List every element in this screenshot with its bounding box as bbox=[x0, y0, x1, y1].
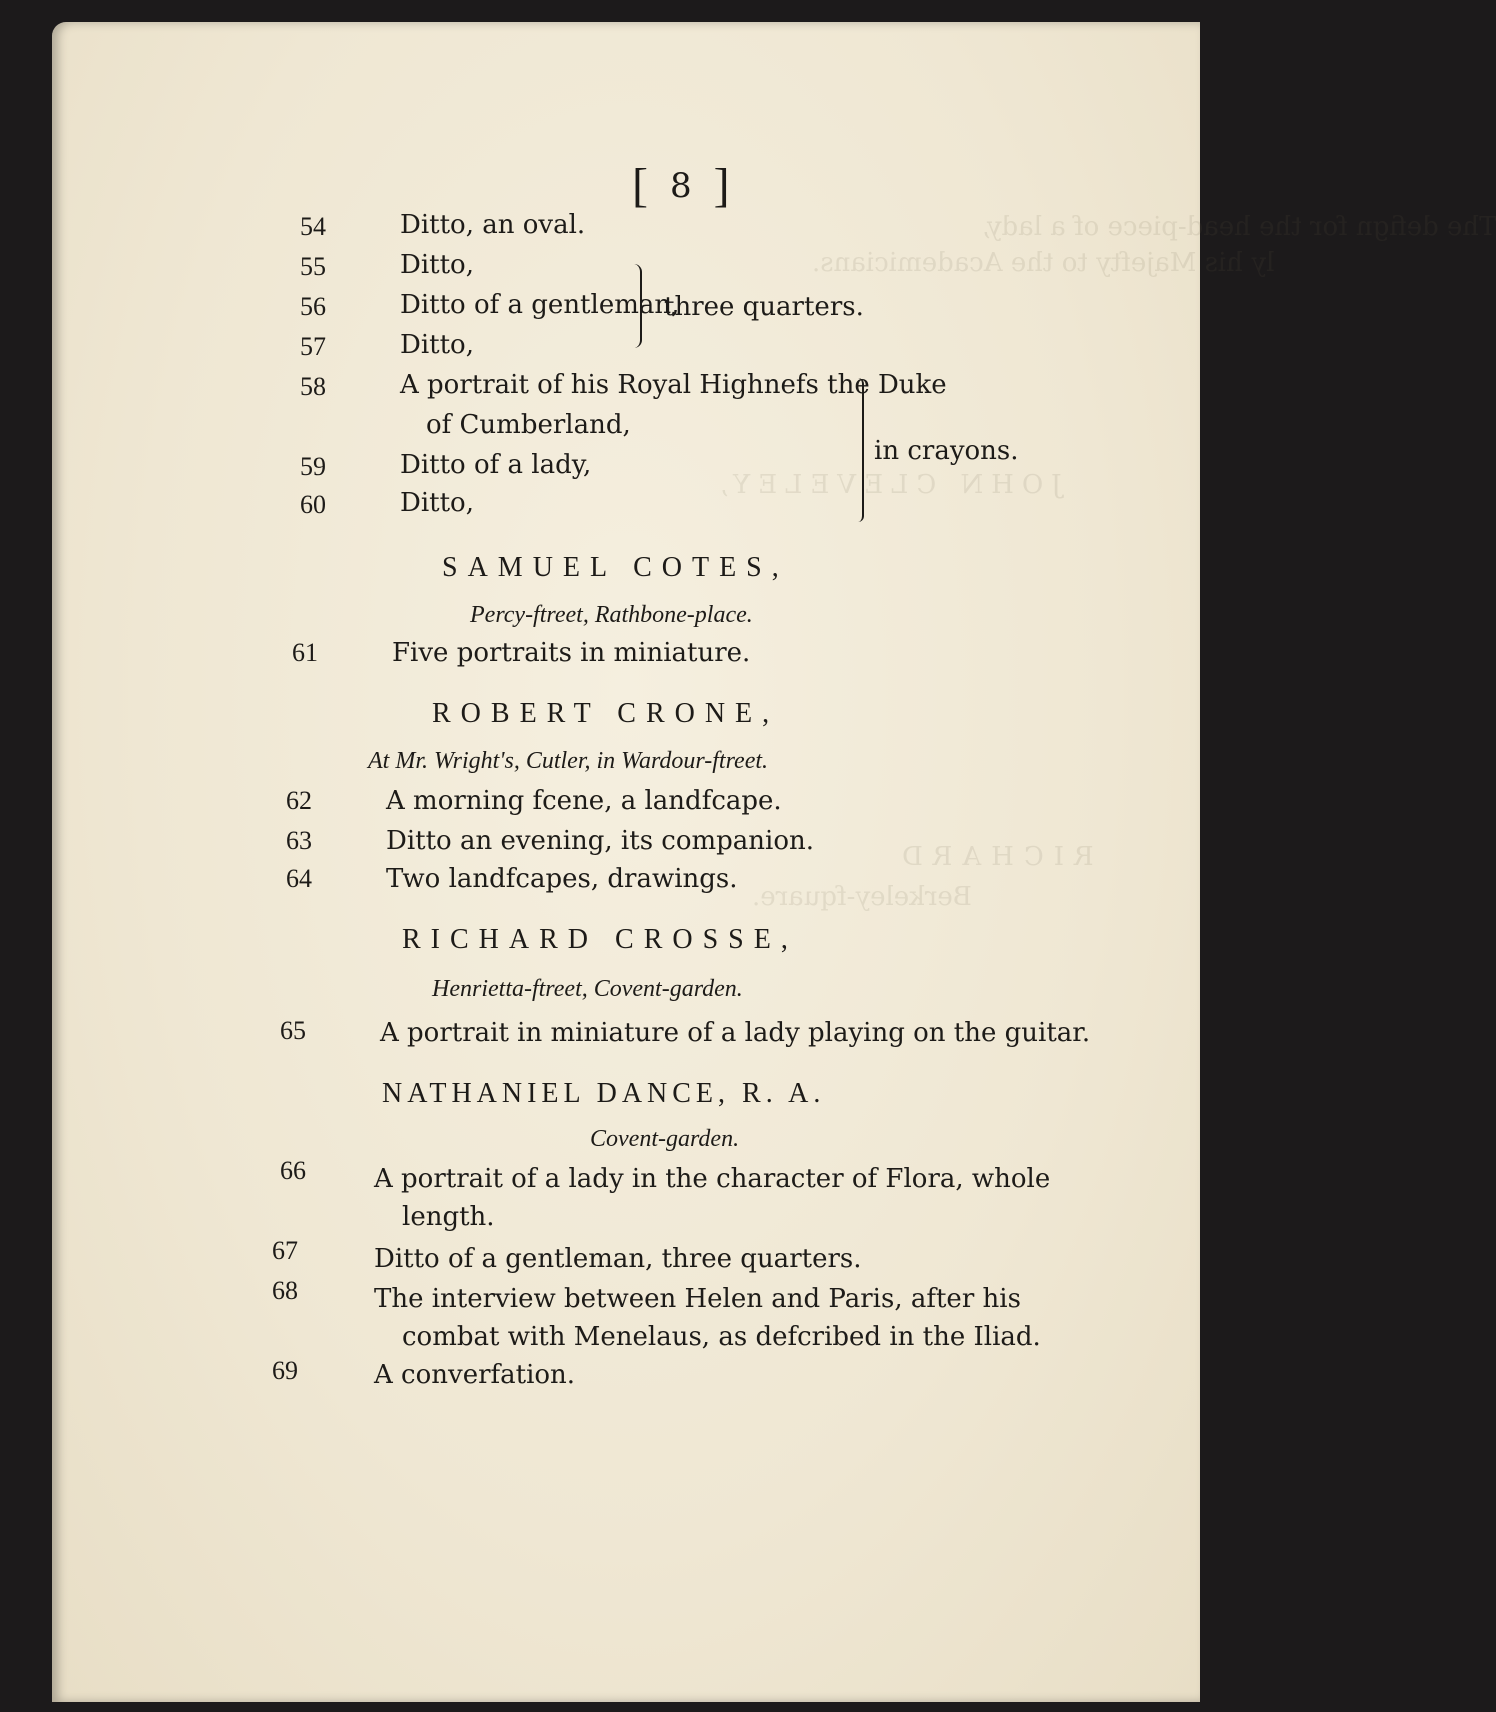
page-number: [ 8 ] bbox=[632, 159, 730, 212]
artist-address: Henrietta-ftreet, Covent-garden. bbox=[432, 976, 743, 1002]
entry-text: The interview between Helen and Paris, after his bbox=[374, 1284, 1021, 1314]
bleed-through-text: The defign for the head-piece of a lady, bbox=[982, 212, 1496, 242]
entry-text: A portrait of a lady in the character of Flora, whole bbox=[374, 1164, 1051, 1194]
artist-address: At Mr. Wright's, Cutler, in Wardour-ftreet. bbox=[368, 748, 769, 774]
artist-name: ROBERT CRONE, bbox=[432, 698, 780, 729]
bleed-through-text: RICHARD bbox=[892, 842, 1094, 872]
entry-text: Two landfcapes, drawings. bbox=[386, 864, 738, 894]
artist-name: NATHANIEL DANCE, R. A. bbox=[382, 1078, 826, 1109]
entry-number: 54 bbox=[300, 212, 326, 241]
grouping-brace bbox=[852, 378, 864, 522]
entry-text: Ditto of a gentleman, bbox=[400, 290, 680, 320]
entry-number: 67 bbox=[272, 1236, 298, 1265]
grouping-brace bbox=[632, 264, 642, 348]
entry-number: 59 bbox=[300, 452, 326, 481]
entry-number: 57 bbox=[300, 332, 326, 361]
entry-text: A portrait of his Royal Highnefs the Duke bbox=[400, 370, 947, 400]
artist-name: RICHARD CROSSE, bbox=[402, 924, 798, 955]
entry-text: Ditto of a gentleman, three quarters. bbox=[374, 1244, 862, 1274]
book-page bbox=[52, 22, 1496, 1702]
entry-number: 66 bbox=[280, 1156, 306, 1185]
entry-text: Ditto, an oval. bbox=[400, 210, 586, 240]
entry-text: A converfation. bbox=[374, 1360, 576, 1390]
entry-text-continued: combat with Menelaus, as defcribed in the Iliad. bbox=[402, 1322, 1041, 1352]
entry-text: Ditto of a lady, bbox=[400, 450, 592, 480]
entry-number: 63 bbox=[286, 826, 312, 855]
bleed-through-text: Berkeley-fquare. bbox=[752, 882, 972, 912]
brace-note: in crayons. bbox=[874, 436, 1019, 466]
entry-number: 58 bbox=[300, 372, 326, 401]
page-number-value: 8 bbox=[669, 166, 692, 206]
entry-number: 65 bbox=[280, 1016, 306, 1045]
entry-number: 69 bbox=[272, 1356, 298, 1385]
bleed-through-text: ly his Majefty to the Academicians. bbox=[812, 248, 1275, 278]
entry-number: 60 bbox=[300, 490, 326, 519]
entry-text: Ditto, bbox=[400, 330, 474, 360]
entry-text: Five portraits in miniature. bbox=[392, 638, 751, 668]
entry-text: A morning fcene, a landfcape. bbox=[386, 786, 782, 816]
entry-text-continued: length. bbox=[402, 1202, 495, 1232]
artist-name: SAMUEL COTES, bbox=[442, 552, 789, 583]
entry-number: 61 bbox=[292, 638, 318, 667]
brace-note: three quarters. bbox=[664, 292, 864, 322]
bleed-through-text: JOHN CLEVELEY, bbox=[712, 470, 1062, 500]
artist-address: Percy-ftreet, Rathbone-place. bbox=[470, 602, 753, 628]
entry-text: Ditto an evening, its companion. bbox=[386, 826, 815, 856]
entry-number: 55 bbox=[300, 252, 326, 281]
artist-address: Covent-garden. bbox=[590, 1126, 740, 1152]
entry-text: Ditto, bbox=[400, 488, 474, 518]
entry-number: 68 bbox=[272, 1276, 298, 1305]
entry-text: Ditto, bbox=[400, 250, 474, 280]
entry-number: 56 bbox=[300, 292, 326, 321]
entry-number: 62 bbox=[286, 786, 312, 815]
entry-text-continued: of Cumberland, bbox=[426, 410, 631, 440]
entry-number: 64 bbox=[286, 864, 312, 893]
entry-text: A portrait in miniature of a lady playing on the guitar. bbox=[380, 1018, 1091, 1048]
